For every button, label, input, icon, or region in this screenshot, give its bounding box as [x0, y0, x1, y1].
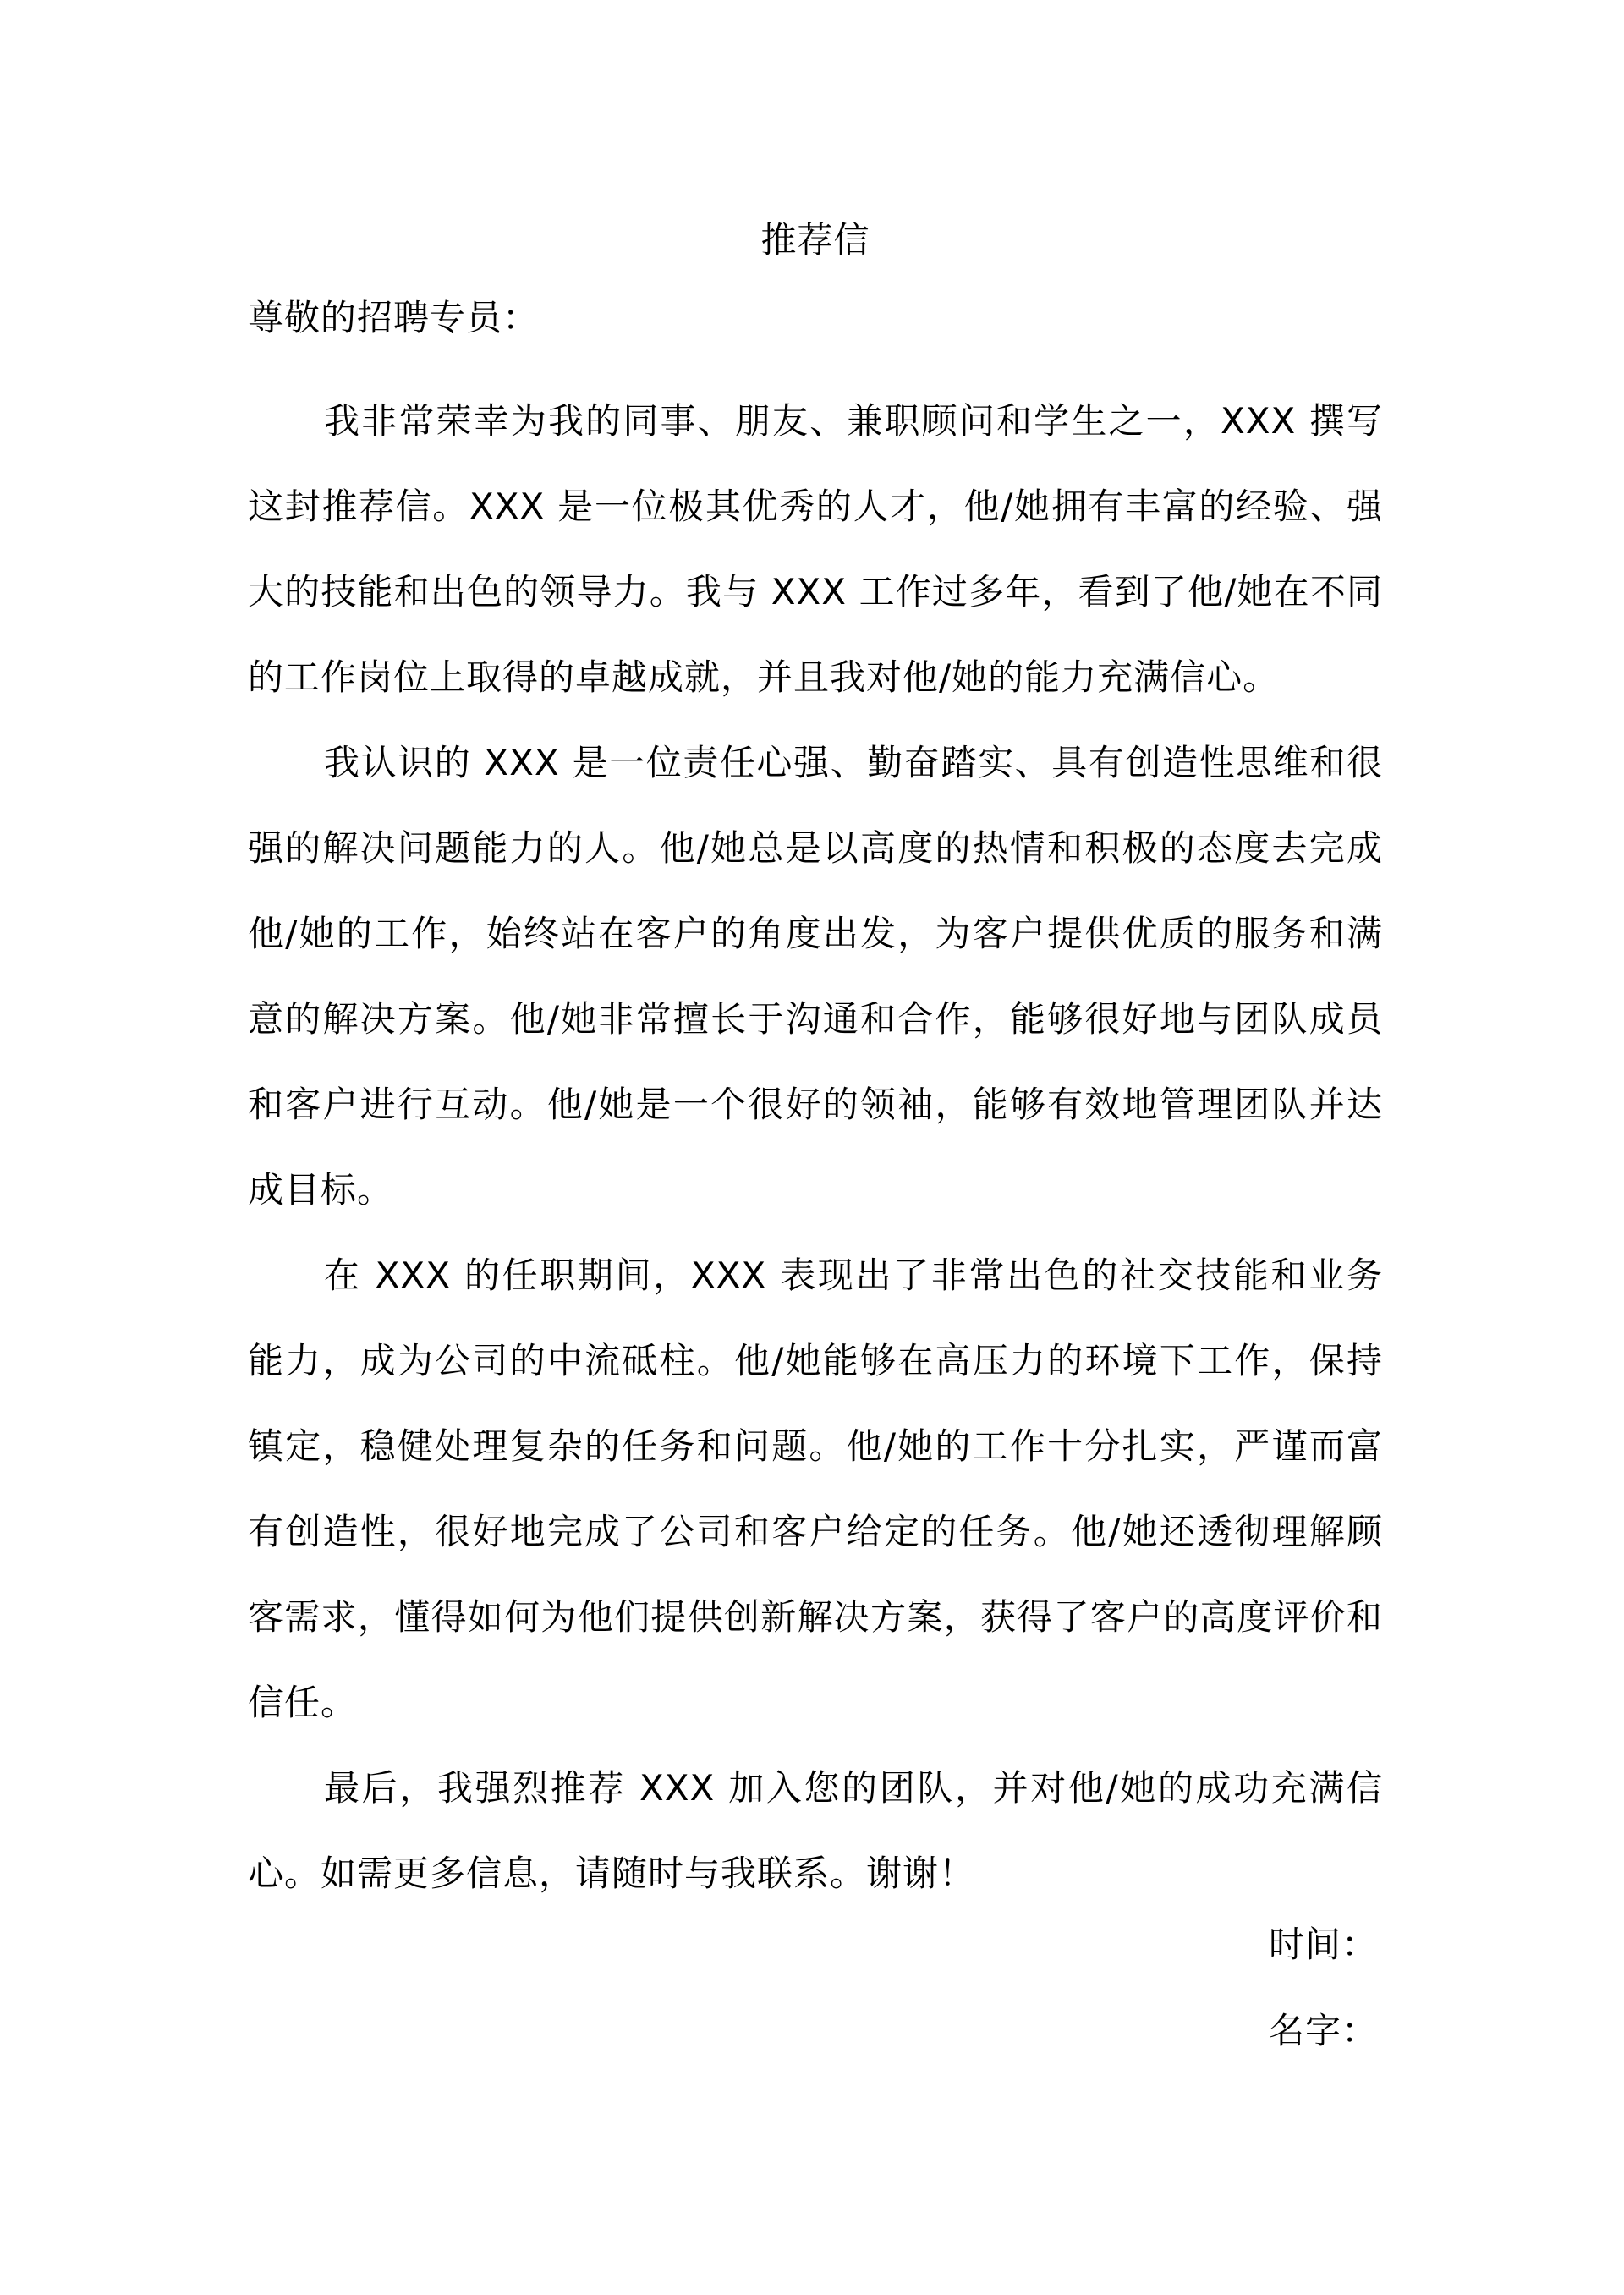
paragraph-3: 在 XXX 的任职期间，XXX 表现出了非常出色的社交技能和业务能力，成为公司的中流砥柱。他/她能够在高压力的环境下工作，保持镇定，稳健处理复杂的任务和问题。他/她的工作十分扎实，严谨而富有创造性，很好地完成了公司和客户给定的任务。他/她还透彻理解顾客需求，懂得如何为他们提供创新解决方案，获得了客户的高度评价和信任。 [248, 1255, 1383, 1723]
page-title: 推荐信 [760, 219, 870, 261]
letter-body [248, 216, 1383, 1916]
paragraph-2: 我认识的 XXX 是一位责任心强、勤奋踏实、具有创造性思维和很强的解决问题能力的人。他/她总是以高度的热情和积极的态度去完成他/她的工作，始终站在客户的角度出发，为客户提供优质的服务和满意的解决方案。他/她非常擅长于沟通和合作，能够很好地与团队成员和客户进行互动。他/她是一个很好的领袖，能够有效地管理团队并达成目标。 [248, 742, 1383, 1211]
signature-block [1269, 1920, 1438, 2093]
time-label: 时间： [1269, 1924, 1379, 1965]
name-label: 名字： [1269, 2010, 1379, 2051]
paragraph-4: 最后，我强烈推荐 XXX 加入您的团队，并对他/她的成功充满信心。如需更多信息，请随时与我联系。谢谢！ [248, 1767, 1383, 1894]
paragraph-1: 我非常荣幸为我的同事、朋友、兼职顾问和学生之一，XXX 撰写这封推荐信。XXX 是一位极其优秀的人才，他/她拥有丰富的经验、强大的技能和出色的领导力。我与 XXX 工作过多年，看到了他/她在不同的工作岗位上取得的卓越成就，并且我对他/她的能力充满信心。 [248, 400, 1383, 698]
salutation: 尊敬的招聘专员： [248, 297, 540, 338]
